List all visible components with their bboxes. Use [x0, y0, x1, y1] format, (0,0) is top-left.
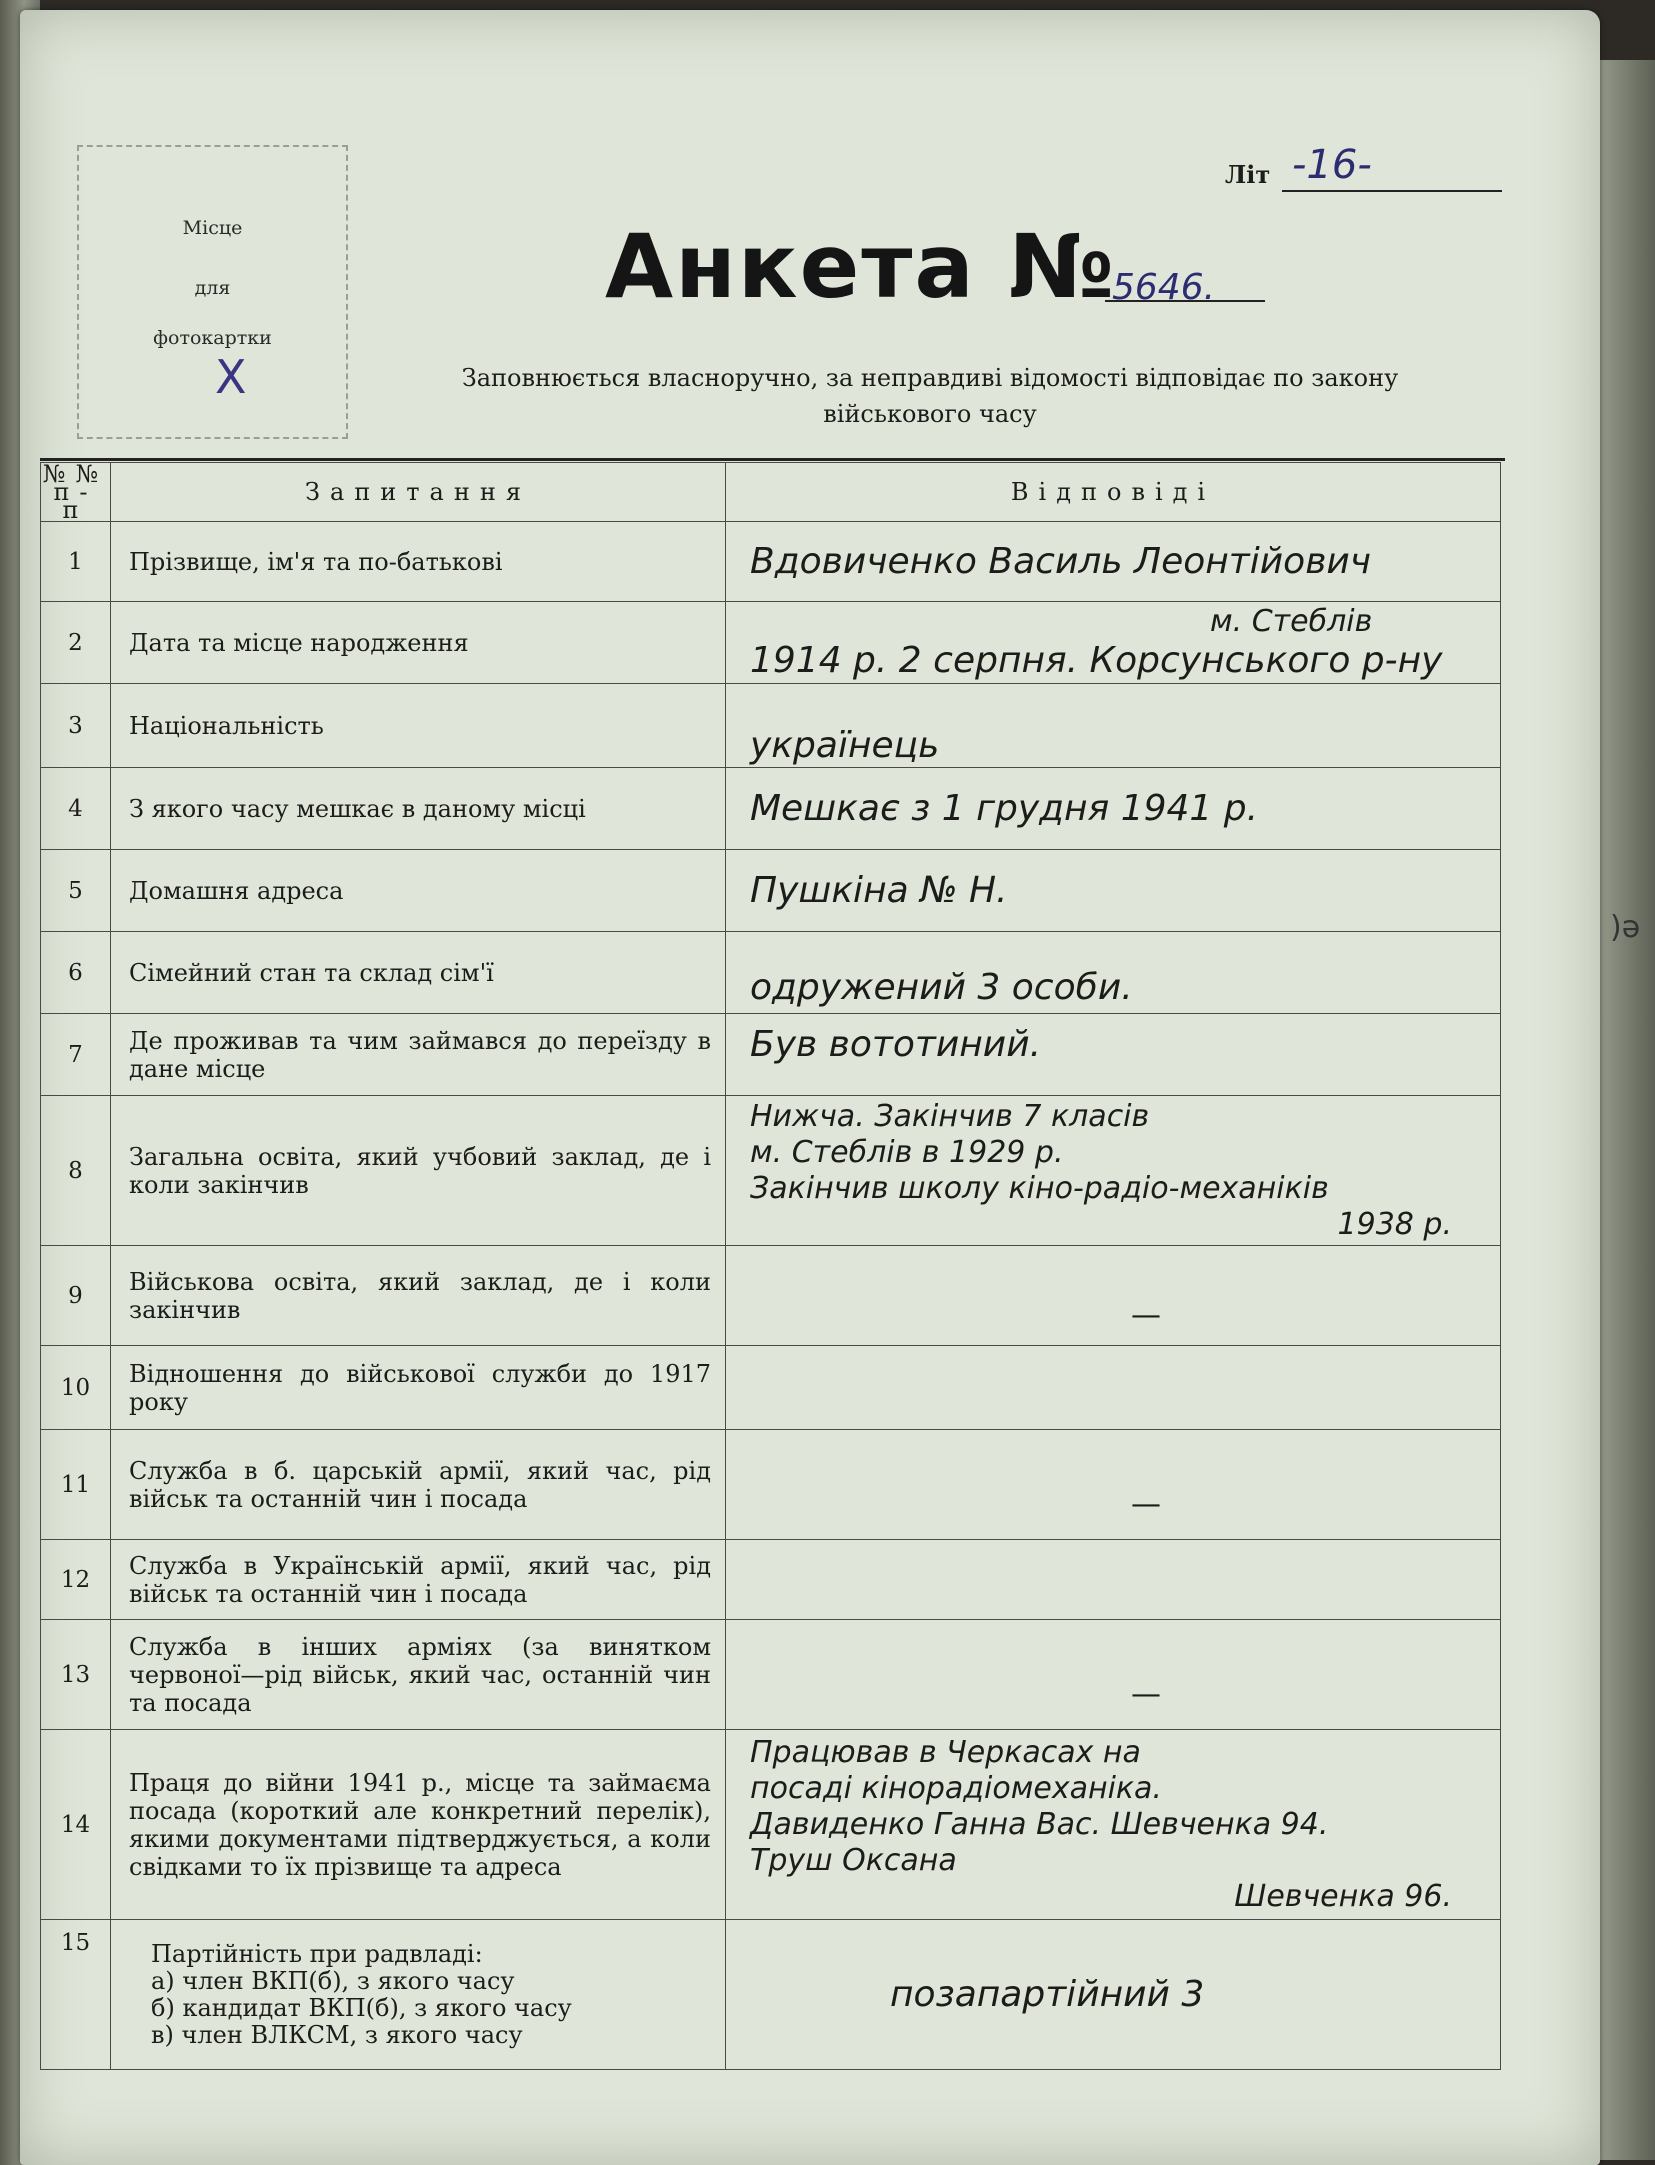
instructions-line2: військового часу — [823, 400, 1037, 428]
row-number: 2 — [41, 602, 111, 684]
row-number: 11 — [41, 1430, 111, 1540]
form-title: Анкета № — [605, 215, 1117, 318]
table-row — [41, 1246, 1501, 1346]
row-question: Служба в б. царській армії, який час, рід військ та останній чин і посада — [111, 1430, 726, 1540]
row-question: Партійність при радвладі: а) член ВКП(б), з якого часу б) кандидат ВКП(б), з якого часу в) член ВЛКСМ, з якого часу — [111, 1920, 726, 2070]
top-rule — [40, 458, 1505, 461]
sheet-number-line — [1282, 190, 1502, 192]
row-answer — [726, 1014, 1501, 1096]
row-answer — [726, 1096, 1501, 1246]
table-row — [41, 1346, 1501, 1430]
header-question: Запитання — [111, 463, 726, 522]
answer-line: Нижча. Закінчив 7 класів — [750, 1098, 1150, 1134]
row-number: 6 — [41, 932, 111, 1014]
row-answer — [726, 1246, 1501, 1346]
header-number: №№ п-п — [41, 463, 111, 522]
row-number: 14 — [41, 1730, 111, 1920]
table-row — [41, 1014, 1501, 1096]
row-question: Служба в інших арміях (за винятком червоної—рід військ, який час, останній чин та посада — [111, 1620, 726, 1730]
row-number: 4 — [41, 768, 111, 850]
table-row — [41, 602, 1501, 684]
row-answer — [726, 1430, 1501, 1540]
row-question: Національність — [111, 684, 726, 768]
table-row — [41, 850, 1501, 932]
row-answer — [726, 1540, 1501, 1620]
answer-line: Закінчив школу кіно-радіо-механіків — [750, 1170, 1329, 1206]
answer-line: Мешкає з 1 грудня 1941 р. — [750, 787, 1259, 829]
row-number: 3 — [41, 684, 111, 768]
row-number: 8 — [41, 1096, 111, 1246]
answer-dash: — — [1131, 1297, 1161, 1333]
row-answer — [726, 1346, 1501, 1430]
row-answer — [726, 1920, 1501, 2070]
answer-line: 1938 р. — [1337, 1206, 1452, 1242]
row-number: 9 — [41, 1246, 111, 1346]
row-answer — [726, 850, 1501, 932]
answer-line: Вдовиченко Василь Леонтійович — [750, 540, 1372, 582]
instructions-line1: Заповнюється власноручно, за неправдиві відомості відповідає по закону — [461, 364, 1399, 392]
row-number: 13 — [41, 1620, 111, 1730]
answer-line: 1914 р. 2 серпня. Корсунського р-ну — [750, 639, 1443, 681]
questionnaire-page — [20, 10, 1600, 2165]
row-answer — [726, 1730, 1501, 1920]
photo-label-line1: Місце — [182, 217, 243, 239]
answer-line: посаді кінорадіомеханіка. — [750, 1770, 1162, 1806]
row-number: 5 — [41, 850, 111, 932]
row-number: 15 — [41, 1920, 111, 2070]
sheet-number: -16- — [1292, 142, 1372, 188]
row-number: 12 — [41, 1540, 111, 1620]
table-row — [41, 522, 1501, 602]
table-row — [41, 1730, 1501, 1920]
table-row — [41, 1430, 1501, 1540]
row-answer — [726, 602, 1501, 684]
margin-pencil-mark: )ə — [1610, 910, 1641, 945]
row-question: З якого часу мешкає в даному місці — [111, 768, 726, 850]
table-row — [41, 768, 1501, 850]
row-question: Військова освіта, який заклад, де і коли закінчив — [111, 1246, 726, 1346]
table-header-row — [41, 463, 1501, 522]
row-question: Домашня адреса — [111, 850, 726, 932]
questionnaire-table — [40, 462, 1501, 2070]
answer-line: Давиденко Ганна Вас. Шевченка 94. — [750, 1806, 1329, 1842]
row-answer — [726, 684, 1501, 768]
answer-line: Працював в Черкасах на — [750, 1734, 1141, 1770]
answer-line: одружений 3 особи. — [750, 966, 1133, 1008]
form-number: 5646. — [1112, 267, 1216, 308]
sheet-label: Літ — [1225, 160, 1271, 189]
row-question: Служба в Українській армії, який час, рід військ та останній чин і посада — [111, 1540, 726, 1620]
row-question: Де проживав та чим займався до переїзду в дане місце — [111, 1014, 726, 1096]
row-number: 10 — [41, 1346, 111, 1430]
answer-line: позапартійний 3 — [890, 1973, 1205, 2015]
answer-line: українець — [750, 724, 940, 766]
table-row — [41, 1620, 1501, 1730]
table-row — [41, 1096, 1501, 1246]
answer-line: Шевченка 96. — [1234, 1878, 1452, 1914]
row-number: 7 — [41, 1014, 111, 1096]
table-row — [41, 684, 1501, 768]
answer-line: Труш Оксана — [750, 1842, 957, 1878]
table-row — [41, 1920, 1501, 2070]
row-question: Загальна освіта, який учбовий заклад, де і коли закінчив — [111, 1096, 726, 1246]
form-instructions — [365, 360, 1495, 432]
row-question: Праця до війни 1941 р., місце та займаєма посада (короткий але конкретний перелік), якими документами підтверджується, а коли свідками то їх прізвище та адреса — [111, 1730, 726, 1920]
photo-cross-mark: X — [215, 350, 247, 404]
row-question: Дата та місце народження — [111, 602, 726, 684]
answer-dash: — — [1131, 1486, 1161, 1522]
row-answer — [726, 932, 1501, 1014]
answer-dash: — — [1131, 1676, 1161, 1712]
row-question: Прізвище, ім'я та по-батькові — [111, 522, 726, 602]
photo-placeholder — [77, 145, 348, 439]
answer-line: м. Стеблів в 1929 р. — [750, 1134, 1064, 1170]
row-number: 1 — [41, 522, 111, 602]
row-answer — [726, 768, 1501, 850]
header-answer: Відповіді — [726, 463, 1501, 522]
row-answer — [726, 1620, 1501, 1730]
row-question: Сімейний стан та склад сім'ї — [111, 932, 726, 1014]
table-row — [41, 932, 1501, 1014]
answer-line: Був вототиний. — [750, 1023, 1042, 1065]
answer-line: м. Стеблів — [1210, 603, 1373, 639]
photo-label-line3: фотокартки — [153, 327, 272, 349]
row-question: Відношення до військової служби до 1917 року — [111, 1346, 726, 1430]
row-answer — [726, 522, 1501, 602]
photo-label-line2: для — [194, 277, 231, 299]
answer-line: Пушкіна № Н. — [750, 869, 1008, 911]
table-row — [41, 1540, 1501, 1620]
